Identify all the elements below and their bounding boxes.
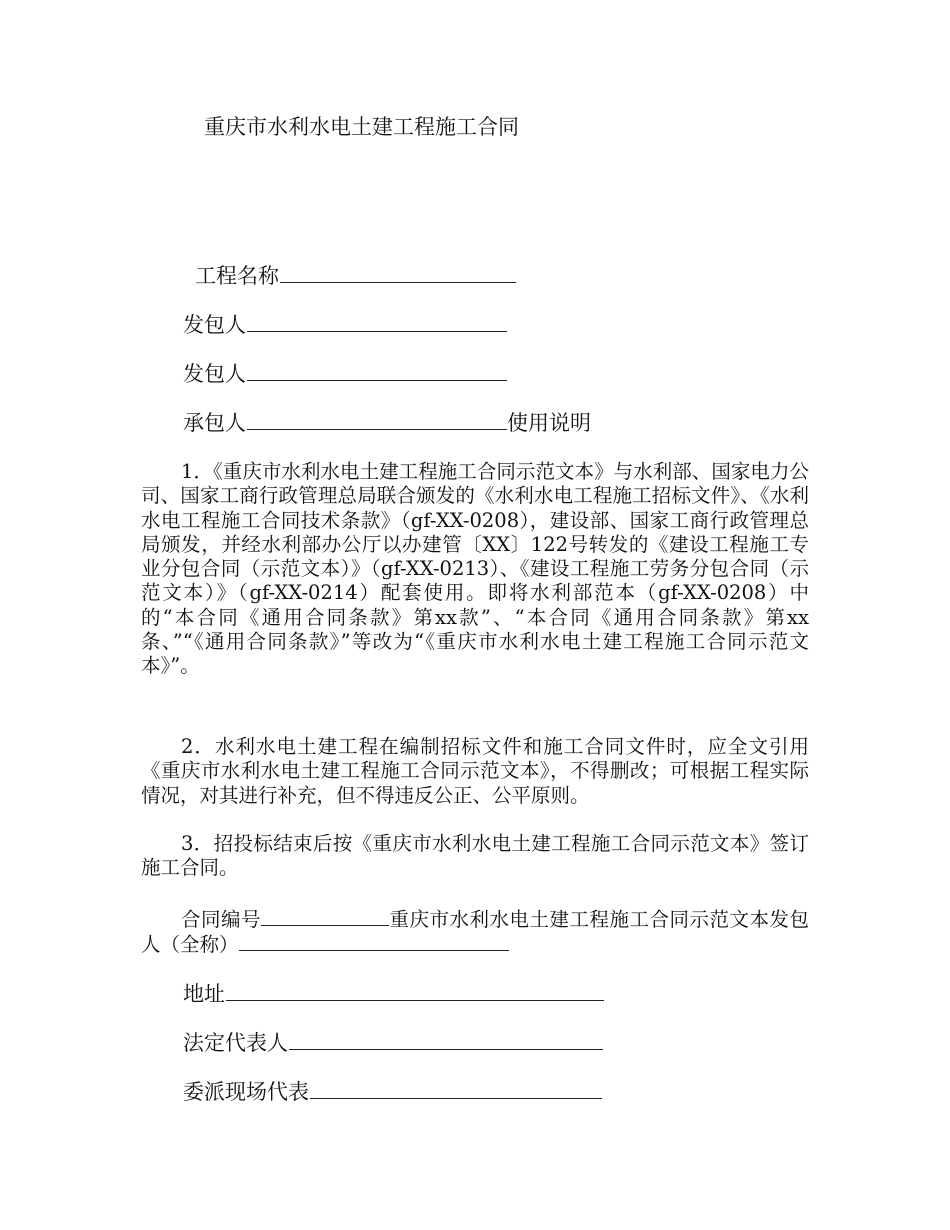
paragraph-2: 2．水利水电土建工程在编制招标文件和施工合同文件时，应全文引用《重庆市水利水电土建工程施工合同示范文本》，不得删改；可根据工程实际情况，对其进行补充，但不得违反公正、公平原则。 — [141, 735, 809, 807]
issuer-label-1: 发包人 — [183, 313, 246, 337]
issuer-blank-1 — [247, 311, 507, 332]
issuer-blank-2 — [247, 360, 507, 381]
paragraph-3: 3．招投标结束后按《重庆市水利水电土建工程施工合同示范文本》签订施工合同。 — [141, 832, 809, 880]
legal-rep-blank — [289, 1029, 603, 1050]
contractor-field — [183, 409, 591, 437]
site-rep-field — [183, 1078, 602, 1106]
paragraph-1: 1．《重庆市水利水电土建工程施工合同示范文本》与水利部、国家电力公司、国家工商行政管理总局联合颁发的《水利水电工程施工招标文件》、《水利水电工程施工合同技术条款》（gf-XX-0208），建设部、国家工商行政管理总局颁发，并经水利部办公厅以办建管〔XX〕122号转发的《建设工程施工专业分包合同（示范文本）》（gf-XX-0213）、《建设工程施工劳务分包合同（示范文本）》（gf-XX-0214）配套使用。即将水利部范本（gf-XX-0208）中的“本合同《通用合同条款》第xx款”、“本合同《通用合同条款》第xx条、”“《通用合同条款》”等改为“《重庆市水利水电土建工程施工合同示范文本》”。 — [141, 460, 809, 678]
legal-rep-field — [183, 1029, 603, 1057]
site-rep-label: 委派现场代表 — [183, 1080, 309, 1104]
issuer-field-2 — [183, 360, 507, 388]
project-name-label: 工程名称 — [195, 264, 279, 288]
issuer-fullname-blank — [239, 932, 509, 951]
address-label: 地址 — [183, 982, 225, 1006]
contract-number-paragraph — [141, 907, 809, 958]
document-title: 重庆市水利水电土建工程施工合同 — [204, 115, 519, 139]
contractor-blank — [247, 409, 507, 430]
contractor-label: 承包人 — [183, 411, 246, 435]
contract-number-label: 合同编号 — [181, 908, 261, 931]
issuer-field-1 — [183, 311, 507, 339]
issuer-label-2: 发包人 — [183, 362, 246, 386]
contract-number-blank — [261, 907, 389, 926]
contract-issuer-text: 重庆市水利水电土建工程施工合同示范文本发包人（全称） — [141, 908, 809, 957]
address-field — [183, 980, 604, 1008]
legal-rep-label: 法定代表人 — [183, 1031, 288, 1055]
usage-heading: 使用说明 — [507, 411, 591, 435]
address-blank — [226, 980, 604, 1001]
project-name-blank — [280, 262, 516, 283]
project-name-field — [195, 262, 516, 290]
site-rep-blank — [310, 1078, 602, 1099]
